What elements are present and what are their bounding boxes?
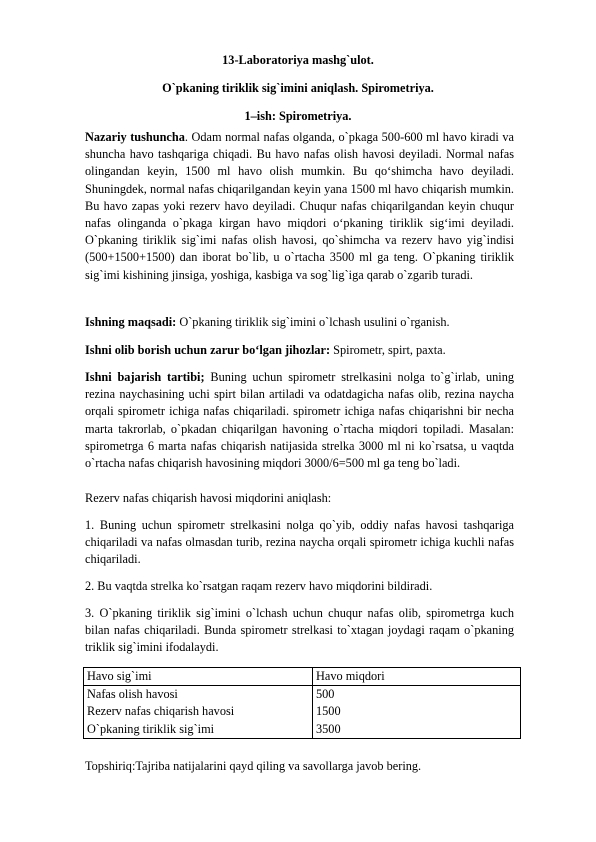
tools-label: Ishni olib borish uchun zarur bo‘lgan jihozlar: xyxy=(85,343,331,357)
document-title: 13-Laboratoriya mashg`ulot. xyxy=(222,53,374,67)
table-cell-values xyxy=(313,686,521,739)
theory-text: . Odam normal nafas olganda, o`pkaga 500-600 ml havo kiradi va shuncha havo tashqariga chiqadi. Bu havo nafas olish havosi deyiladi. Normal nafas olingandan keyin, 1500 ml havo olish mumkin. Bu qo‘shimcha havo deyiladi. Shuningdek, normal nafas chiqarilgandan keyin yana 1500 ml havo chiqarish mumkin. Bu havo zapas yoki rezerv havo deyiladi. Chuqur nafas chiqarilgandan keyin chuqur nafas olinganda o`pkaga kirgan havo miqdori o‘pkaning tiriklik sig‘imi deyiladi. O`pkaning tiriklik sig`imi nafas olish havosi, qo`shimcha va rezerv havo yig`indisi (500+1500+1500) dan iborat bo`lib, u o`rtacha 3500 ml ga teng. O`pkaning tiriklik sig`imi kishining jinsiga, yoshiga, kasbiga va sog`lig`iga qarab o`zgarib turadi. xyxy=(85,130,514,282)
table-header-cell: Havo miqdori xyxy=(313,668,521,686)
document-subtitle: O`pkaning tiriklik sig`imini aniqlash. Spirometriya. xyxy=(162,81,434,95)
procedure-label: Ishni bajarish tartibi; xyxy=(85,370,205,384)
procedure-paragraph xyxy=(85,369,514,472)
air-capacity-table xyxy=(83,667,521,739)
table-cell: 1500 xyxy=(316,704,341,719)
theory-label: Nazariy tushuncha xyxy=(85,130,185,144)
table-cell: O`pkaning tiriklik sig`imi xyxy=(87,721,215,736)
aim-paragraph xyxy=(85,314,514,331)
table-cell: 3500 xyxy=(316,721,341,736)
tools-text: Spirometr, spirt, paxta. xyxy=(330,343,446,357)
table-cell: 500 xyxy=(316,687,335,702)
theory-paragraph xyxy=(85,129,514,284)
table-cell-names xyxy=(84,686,313,739)
work-heading: 1–ish: Spirometriya. xyxy=(244,109,352,123)
table-header-cell: Havo sig`imi xyxy=(84,668,313,686)
reserve-intro: Rezerv nafas chiqarish havosi miqdorini aniqlash: xyxy=(85,491,332,505)
table-row xyxy=(84,686,521,739)
table-header-row xyxy=(84,668,521,686)
step-2: 2. Bu vaqtda strelka ko`rsatgan raqam rezerv havo miqdorini bildiradi. xyxy=(85,579,433,593)
aim-text: O`pkaning tiriklik sig`imini o`lchash usulini o`rganish. xyxy=(176,315,450,329)
table-cell: Nafas olish havosi xyxy=(87,687,178,702)
tools-paragraph xyxy=(85,342,514,359)
step-1: 1. Buning uchun spirometr strelkasini nolga qo`yib, oddiy nafas havosi tashqariga chiqariladi va nafas olmasdan turib, rezina naycha orqali spirometr ichiga kuchli nafas chiqariladi. xyxy=(85,518,514,567)
table-cell: Rezerv nafas chiqarish havosi xyxy=(87,704,235,719)
procedure-text: Buning uchun spirometr strelkasini nolga to`g`irlab, uning rezina naychasining uchi spirt bilan artiladi va odatdagicha nafas olib, rezina naycha orqali spirometr ichiga nafas chiqariladi. spirometr ichiga nafas chiqarishni bir necha marta takrorlab, o`pkadan chiqarilgan havoning o`rtacha miqdori topiladi. Masalan: spirometrga 6 marta nafas chiqarish natijasida strelka 3000 ml ni ko`rsatsa, u vaqtda o`rtacha nafas chiqarish havosining miqdori 3000/6=500 ml ga teng bo`ladi. xyxy=(85,370,514,471)
aim-label: Ishning maqsadi: xyxy=(85,315,177,329)
task-paragraph: Topshiriq:Tajriba natijalarini qayd qiling va savollarga javob bering. xyxy=(85,759,422,773)
step-3: 3. O`pkaning tiriklik sig`imini o`lchash uchun chuqur nafas olib, spirometrga kuch bilan nafas chiqariladi. Bunda spirometr strelkasi to`xtagan joydagi raqam o`pkaning triklik sig`imini ifodalaydi. xyxy=(85,606,514,655)
